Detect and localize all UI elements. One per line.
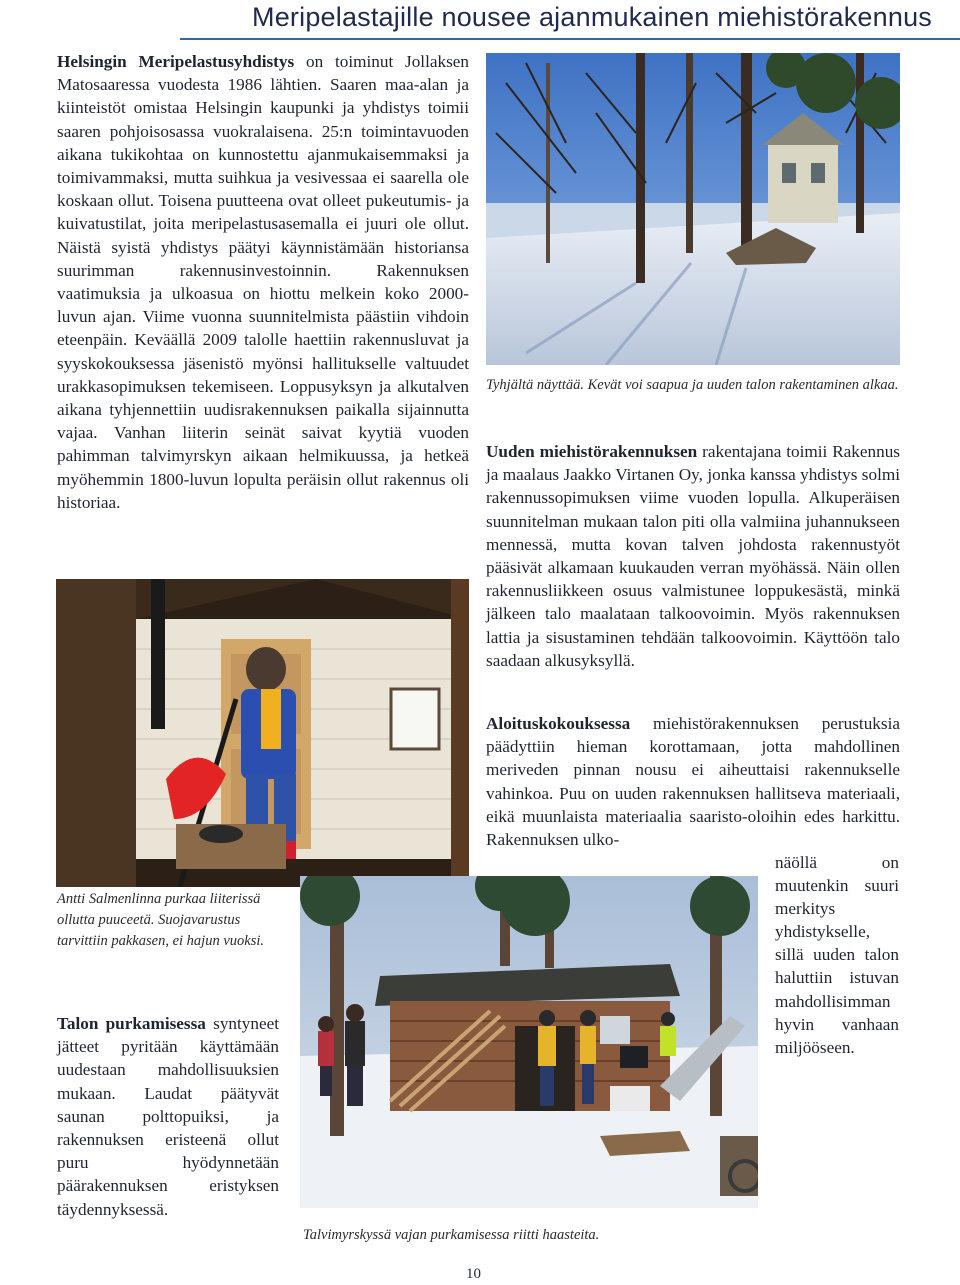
caption-outdoor-demolition: Talvimyrskyssä vajan purkamisessa riitti haasteita. xyxy=(303,1227,600,1243)
photo-outdoor-demolition xyxy=(300,876,758,1208)
page-number: 10 xyxy=(466,1266,481,1282)
photo-interior-demolition xyxy=(56,579,469,887)
page-header xyxy=(0,0,960,42)
contractor-text: rakentajana toimii Rakennus ja maalaus Jaakko Virtanen Oy, jonka kanssa yhdistys solmi rakennussopimuksen viime vuoden lopulla. Alkuperäisen suunnitelman mukaan talon piti olla valmiina juhannukseen mennessä, mutta kovan talven johdosta rakennustyöt pääsivät alkamaan kuukauden verran myöhässä. Näin ollen rakennusliikkeen osuus valmistunee loppukesästä, minkä jälkeen talo maalataan talkoovoimin. Myös rakennuksen lattia ja sisustaminen tehdään talkoovoimin. Käyttöön talo saadaan alkusyksyllä. xyxy=(486,442,900,670)
header-rule xyxy=(180,38,960,40)
intro-lead: Helsingin Meripelastusyhdistys xyxy=(57,52,295,71)
kickoff-paragraph-tail: näöllä on muutenkin suuri merkitys yhdistykselle, sillä uuden talon haluttiin istuvan mahdollisimman hyvin vanhaan miljööseen. xyxy=(775,853,899,1057)
caption-snowy-yard: Tyhjältä näyttää. Kevät voi saapua ja uuden talon rakentaminen alkaa. xyxy=(486,377,899,393)
article-title: Meripelastajille nousee ajanmukainen miehistörakennus xyxy=(252,2,932,32)
demolition-lead: Talon purkamisessa xyxy=(57,1014,206,1033)
kickoff-paragraph xyxy=(486,712,900,851)
intro-text: on toiminut Jollaksen Matosaaressa vuodesta 1986 lähtien. Saaren maa-alan ja kiinteistöt omistaa Helsingin kaupunki ja yhdistys toimii saaren pohjoisosassa vuokralaisena. 25:n toimintavuoden aikana tukikohtaa on kunnostettu ajanmukaisemmaksi ja toimivammaksi, mutta suihkua ja vesivessaa ei saarella ole koskaan ollut. Toisena puutteena ovat olleet pukeutumis- ja kuivatustilat, joita meripelastusasemalla ei juuri ole ollut. Näistä syistä yhdistys päätyi käynnistämään historiansa suurimman rakennusinvestoinnin. Rakennuksen vaatimuksia ja ulkoasua on hiottu melkein koko 2000-luvun ajan. Viime vuonna suunnitelmista päästiin vihdoin eteenpäin. Keväällä 2009 talolle haettiin rakennusluvat ja syyskokouksessa jäsenistö myönsi hallitukselle valtuudet urakkasopimuksen tekemiseen. Loppusyksyn ja alkutalven aikana tyhjennettiin uudisrakennuksen paikalla sijainnutta vajaa. Vanhan liiterin seinät saivat kyytiä vuoden pahimman talvimyrskyn aikaan helmikuussa, ja hetkeä myöhemmin 1800-luvun lopulta peräisin ollut rakennus oli historiaa. xyxy=(57,52,469,512)
intro-paragraph xyxy=(57,50,469,514)
contractor-lead: Uuden miehistörakennuksen xyxy=(486,442,698,461)
caption-interior: Antti Salmenlinna purkaa liiterissä ollutta puuceetä. Suojavarustus tarvittiin pakkasen, ei hajun vuoksi. xyxy=(57,891,264,949)
kickoff-text: miehistörakennuksen perustuksia päädyttiin hieman korottamaan, jotta mahdollinen meriveden pinnan nousu ei aiheuttaisi rakennukselle vahinkoa. Puu on uuden rakennuksen hallitseva materiaali, eikä muunlaista materiaalia saaristo-oloihin edes harkittu. Rakennuksen ulko- xyxy=(486,714,900,850)
contractor-paragraph xyxy=(486,440,900,672)
demolition-paragraph xyxy=(57,1012,279,1221)
demolition-text: syntyneet jätteet pyritään käyttämään uudestaan mahdollisuuksien mukaan. Laudat päätyvät saunan polttopuiksi, ja rakennuksen eristeenä ollut puru hyödynnetään päärakennuksen eristyksen täydennyksessä. xyxy=(57,1014,279,1219)
photo-snowy-yard xyxy=(486,53,900,365)
kickoff-lead: Aloituskokouksessa xyxy=(486,714,631,733)
